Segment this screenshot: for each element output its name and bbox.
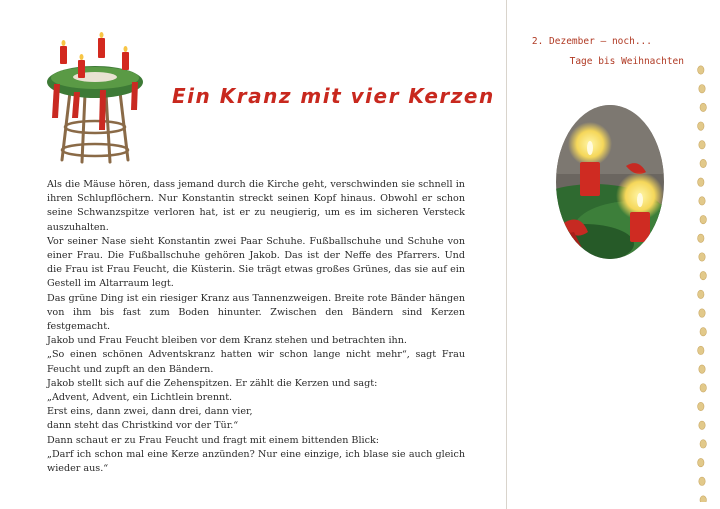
- verse-line: „Advent, Advent, ein Lichtlein brennt.: [47, 392, 233, 404]
- advent-wreath-icon: [40, 32, 150, 168]
- advent-dot: [700, 215, 706, 223]
- verse-line: dann steht das Christkind vor der Tür.“: [47, 420, 239, 432]
- advent-dot: [699, 141, 705, 149]
- paragraph: Jakob und Frau Feucht bleiben vor dem Kranz stehen und betrachten ihn.: [47, 335, 407, 347]
- advent-dot: [698, 178, 704, 186]
- advent-dot: [698, 458, 704, 466]
- advent-dot: [700, 159, 706, 167]
- advent-dot: [698, 402, 704, 410]
- advent-dot: [700, 103, 706, 111]
- advent-dot: [698, 122, 704, 130]
- verse-line: Erst eins, dann zwei, dann drei, dann vier,: [47, 406, 253, 418]
- advent-dot: [699, 421, 705, 429]
- advent-dot: [699, 84, 705, 92]
- paragraph: Das grüne Ding ist ein riesiger Kranz aus Tannenzweigen. Breite rote Bänder hängen von ihm bis fast zum Boden hinunter. Zwischen den Bändern sind Kerzen festgemacht.: [47, 292, 465, 333]
- advent-dot: [699, 309, 705, 317]
- advent-dot: [699, 365, 705, 373]
- advent-dot: [699, 477, 705, 485]
- advent-dot: [700, 271, 706, 279]
- candle-icon: [554, 104, 666, 260]
- advent-dot: [698, 66, 704, 74]
- paragraph: „So einen schönen Adventskranz hatten wir schon lange nicht mehr“, sagt Frau Feucht und zupft an den Bändern.: [47, 349, 465, 375]
- advent-day-dots: [694, 62, 710, 502]
- right-page: [507, 0, 720, 509]
- advent-dot: [700, 440, 706, 448]
- paragraph: Dann schaut er zu Frau Feucht und fragt mit einem bittenden Blick:: [47, 434, 380, 446]
- paragraph: „Darf ich schon mal eine Kerze anzünden? Nur eine einzige, ich blase sie auch gleich wieder aus.“: [47, 448, 465, 475]
- chapter-title: Ein Kranz mit vier Kerzen: [172, 84, 495, 108]
- advent-dot: [699, 197, 705, 205]
- advent-dot: [700, 384, 706, 392]
- paragraph: Vor seiner Nase sieht Konstantin zwei Paar Schuhe. Fußballschuhe und Schuhe von einer Frau. Die Fußballschuhe gehören Jakob. Das ist der Neffe des Pfarrers. Und die Frau ist Frau Feucht, die Küsterin. Sie trägt etwas großes Grünes, das sie auf ein Gestell im Altarraum legt.: [47, 235, 465, 290]
- advent-dot: [698, 234, 704, 242]
- paragraph: Als die Mäuse hören, dass jemand durch die Kirche geht, verschwinden sie schnell in ihren Schlupflöchern. Nur Konstantin streckt seinen Kopf hinaus. Obwohl er schon seine Schwanzspitze verloren hat, ist er zu neugierig, um es im sicheren Versteck auszuhalten.: [47, 179, 465, 233]
- story-text: [47, 178, 465, 476]
- advent-dot: [700, 328, 706, 336]
- days-until-christmas: Tage bis Weihnachten: [569, 56, 684, 67]
- advent-dot: [700, 496, 706, 502]
- paragraph: Jakob stellt sich auf die Zehenspitzen. Er zählt die Kerzen und sagt:: [47, 377, 378, 389]
- advent-dot: [699, 253, 705, 261]
- advent-dot: [698, 290, 704, 298]
- date-heading: 2. Dezember – noch...: [531, 36, 652, 47]
- advent-dot: [698, 346, 704, 354]
